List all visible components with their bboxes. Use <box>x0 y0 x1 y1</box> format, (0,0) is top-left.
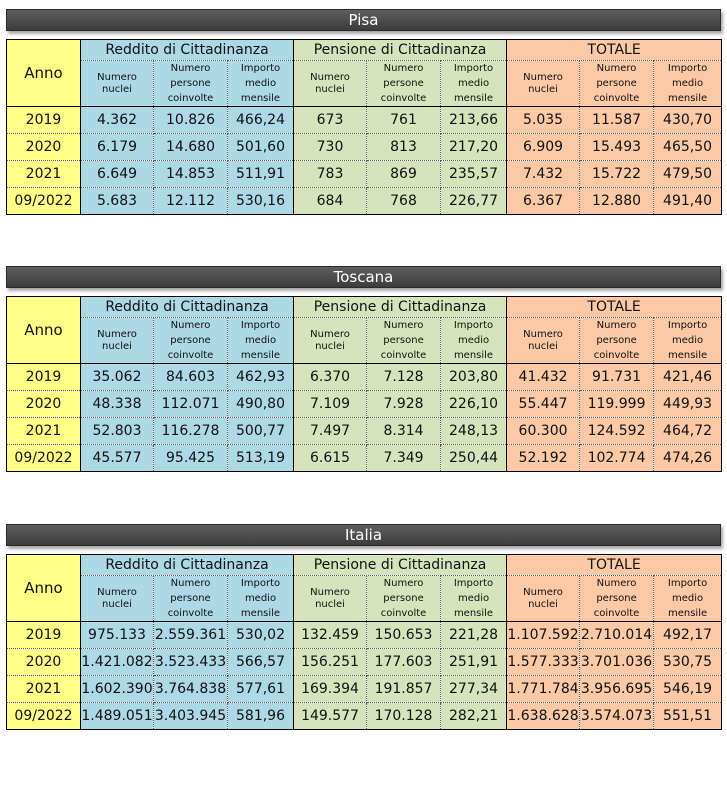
value-cell: 226,77 <box>441 188 507 215</box>
value-cell: 2.710.014 <box>580 622 654 649</box>
value-cell: 6.909 <box>507 134 580 161</box>
importo-medio-header: Importo medio mensile <box>441 61 507 107</box>
value-cell: 730 <box>294 134 367 161</box>
value-cell: 490,80 <box>228 391 294 418</box>
anno-cell: 2020 <box>7 134 81 161</box>
value-cell: 500,77 <box>228 418 294 445</box>
value-cell: 112.071 <box>154 391 228 418</box>
value-cell: 41.432 <box>507 364 580 391</box>
value-cell: 464,72 <box>654 418 722 445</box>
data-table <box>6 296 722 472</box>
value-cell: 7.928 <box>367 391 441 418</box>
value-cell: 3.574.073 <box>580 703 654 730</box>
numero-persone-header: Numero persone coinvolte <box>367 576 441 622</box>
value-cell: 491,40 <box>654 188 722 215</box>
value-cell: 84.603 <box>154 364 228 391</box>
section-title: Italia <box>6 524 721 546</box>
importo-medio-header: Importo medio mensile <box>654 318 722 364</box>
importo-medio-header: Importo medio mensile <box>654 61 722 107</box>
reddito-header: Reddito di Cittadinanza <box>81 40 294 61</box>
value-cell: 546,19 <box>654 676 722 703</box>
numero-nuclei-header: Numero nuclei <box>81 61 154 107</box>
numero-persone-header: Numero persone coinvolte <box>580 576 654 622</box>
value-cell: 3.764.838 <box>154 676 228 703</box>
value-cell: 55.447 <box>507 391 580 418</box>
value-cell: 566,57 <box>228 649 294 676</box>
table-row <box>7 134 722 161</box>
table-row <box>7 703 722 730</box>
value-cell: 783 <box>294 161 367 188</box>
value-cell: 6.367 <box>507 188 580 215</box>
value-cell: 203,80 <box>441 364 507 391</box>
value-cell: 430,70 <box>654 107 722 134</box>
value-cell: 7.432 <box>507 161 580 188</box>
value-cell: 102.774 <box>580 445 654 472</box>
value-cell: 95.425 <box>154 445 228 472</box>
numero-persone-header: Numero persone coinvolte <box>367 61 441 107</box>
value-cell: 462,93 <box>228 364 294 391</box>
value-cell: 3.523.433 <box>154 649 228 676</box>
value-cell: 11.587 <box>580 107 654 134</box>
value-cell: 1.107.592 <box>507 622 580 649</box>
value-cell: 14.680 <box>154 134 228 161</box>
value-cell: 7.349 <box>367 445 441 472</box>
importo-medio-header: Importo medio mensile <box>228 61 294 107</box>
value-cell: 12.880 <box>580 188 654 215</box>
section-title: Toscana <box>6 266 721 288</box>
pensione-header: Pensione di Cittadinanza <box>294 555 507 576</box>
value-cell: 1.771.784 <box>507 676 580 703</box>
table-row <box>7 445 722 472</box>
value-cell: 6.370 <box>294 364 367 391</box>
value-cell: 10.826 <box>154 107 228 134</box>
numero-nuclei-header: Numero nuclei <box>81 318 154 364</box>
value-cell: 6.649 <box>81 161 154 188</box>
value-cell: 813 <box>367 134 441 161</box>
value-cell: 6.615 <box>294 445 367 472</box>
value-cell: 282,21 <box>441 703 507 730</box>
table-row <box>7 418 722 445</box>
value-cell: 8.314 <box>367 418 441 445</box>
value-cell: 479,50 <box>654 161 722 188</box>
value-cell: 7.109 <box>294 391 367 418</box>
anno-cell: 2020 <box>7 649 81 676</box>
value-cell: 177.603 <box>367 649 441 676</box>
value-cell: 12.112 <box>154 188 228 215</box>
value-cell: 511,91 <box>228 161 294 188</box>
value-cell: 213,66 <box>441 107 507 134</box>
data-table <box>6 554 722 730</box>
table-row <box>7 391 722 418</box>
value-cell: 975.133 <box>81 622 154 649</box>
anno-cell: 09/2022 <box>7 188 81 215</box>
pensione-header: Pensione di Cittadinanza <box>294 297 507 318</box>
anno-cell: 2019 <box>7 622 81 649</box>
value-cell: 150.653 <box>367 622 441 649</box>
importo-medio-header: Importo medio mensile <box>654 576 722 622</box>
value-cell: 149.577 <box>294 703 367 730</box>
value-cell: 3.701.036 <box>580 649 654 676</box>
value-cell: 132.459 <box>294 622 367 649</box>
value-cell: 156.251 <box>294 649 367 676</box>
importo-medio-header: Importo medio mensile <box>228 318 294 364</box>
anno-cell: 2021 <box>7 161 81 188</box>
numero-nuclei-header: Numero nuclei <box>507 576 580 622</box>
value-cell: 6.179 <box>81 134 154 161</box>
value-cell: 684 <box>294 188 367 215</box>
value-cell: 5.683 <box>81 188 154 215</box>
anno-cell: 09/2022 <box>7 445 81 472</box>
numero-persone-header: Numero persone coinvolte <box>580 61 654 107</box>
value-cell: 4.362 <box>81 107 154 134</box>
value-cell: 235,57 <box>441 161 507 188</box>
value-cell: 421,46 <box>654 364 722 391</box>
anno-header: Anno <box>7 40 81 107</box>
section-pisa <box>6 9 721 215</box>
value-cell: 466,24 <box>228 107 294 134</box>
value-cell: 60.300 <box>507 418 580 445</box>
anno-cell: 2019 <box>7 364 81 391</box>
table-row <box>7 622 722 649</box>
value-cell: 465,50 <box>654 134 722 161</box>
value-cell: 15.493 <box>580 134 654 161</box>
numero-nuclei-header: Numero nuclei <box>294 318 367 364</box>
value-cell: 530,16 <box>228 188 294 215</box>
numero-nuclei-header: Numero nuclei <box>507 318 580 364</box>
value-cell: 277,34 <box>441 676 507 703</box>
value-cell: 1.577.333 <box>507 649 580 676</box>
value-cell: 673 <box>294 107 367 134</box>
value-cell: 169.394 <box>294 676 367 703</box>
table-row <box>7 161 722 188</box>
value-cell: 1.638.628 <box>507 703 580 730</box>
pensione-header: Pensione di Cittadinanza <box>294 40 507 61</box>
table-row <box>7 107 722 134</box>
value-cell: 119.999 <box>580 391 654 418</box>
anno-header: Anno <box>7 297 81 364</box>
value-cell: 251,91 <box>441 649 507 676</box>
importo-medio-header: Importo medio mensile <box>228 576 294 622</box>
anno-cell: 09/2022 <box>7 703 81 730</box>
totale-header: TOTALE <box>507 40 722 61</box>
value-cell: 3.956.695 <box>580 676 654 703</box>
value-cell: 7.497 <box>294 418 367 445</box>
value-cell: 869 <box>367 161 441 188</box>
value-cell: 577,61 <box>228 676 294 703</box>
value-cell: 501,60 <box>228 134 294 161</box>
value-cell: 1.489.051 <box>81 703 154 730</box>
anno-header: Anno <box>7 555 81 622</box>
value-cell: 2.559.361 <box>154 622 228 649</box>
numero-persone-header: Numero persone coinvolte <box>154 576 228 622</box>
value-cell: 48.338 <box>81 391 154 418</box>
numero-nuclei-header: Numero nuclei <box>294 61 367 107</box>
anno-cell: 2019 <box>7 107 81 134</box>
value-cell: 116.278 <box>154 418 228 445</box>
numero-nuclei-header: Numero nuclei <box>507 61 580 107</box>
value-cell: 513,19 <box>228 445 294 472</box>
numero-persone-header: Numero persone coinvolte <box>367 318 441 364</box>
totale-header: TOTALE <box>507 297 722 318</box>
section-toscana <box>6 266 721 472</box>
numero-persone-header: Numero persone coinvolte <box>154 61 228 107</box>
numero-nuclei-header: Numero nuclei <box>294 576 367 622</box>
section-italia <box>6 524 721 730</box>
value-cell: 217,20 <box>441 134 507 161</box>
value-cell: 221,28 <box>441 622 507 649</box>
table-row <box>7 188 722 215</box>
value-cell: 3.403.945 <box>154 703 228 730</box>
value-cell: 45.577 <box>81 445 154 472</box>
value-cell: 761 <box>367 107 441 134</box>
value-cell: 52.192 <box>507 445 580 472</box>
section-title: Pisa <box>6 9 721 31</box>
value-cell: 1.602.390 <box>81 676 154 703</box>
value-cell: 5.035 <box>507 107 580 134</box>
data-table <box>6 39 722 215</box>
value-cell: 15.722 <box>580 161 654 188</box>
value-cell: 768 <box>367 188 441 215</box>
table-row <box>7 649 722 676</box>
reddito-header: Reddito di Cittadinanza <box>81 555 294 576</box>
anno-cell: 2021 <box>7 676 81 703</box>
value-cell: 1.421.082 <box>81 649 154 676</box>
table-row <box>7 676 722 703</box>
value-cell: 250,44 <box>441 445 507 472</box>
value-cell: 530,75 <box>654 649 722 676</box>
numero-persone-header: Numero persone coinvolte <box>580 318 654 364</box>
value-cell: 530,02 <box>228 622 294 649</box>
reddito-header: Reddito di Cittadinanza <box>81 297 294 318</box>
value-cell: 474,26 <box>654 445 722 472</box>
anno-cell: 2020 <box>7 391 81 418</box>
value-cell: 581,96 <box>228 703 294 730</box>
importo-medio-header: Importo medio mensile <box>441 576 507 622</box>
value-cell: 248,13 <box>441 418 507 445</box>
value-cell: 35.062 <box>81 364 154 391</box>
value-cell: 492,17 <box>654 622 722 649</box>
value-cell: 7.128 <box>367 364 441 391</box>
value-cell: 449,93 <box>654 391 722 418</box>
value-cell: 14.853 <box>154 161 228 188</box>
value-cell: 191.857 <box>367 676 441 703</box>
value-cell: 91.731 <box>580 364 654 391</box>
value-cell: 124.592 <box>580 418 654 445</box>
importo-medio-header: Importo medio mensile <box>441 318 507 364</box>
totale-header: TOTALE <box>507 555 722 576</box>
value-cell: 52.803 <box>81 418 154 445</box>
numero-nuclei-header: Numero nuclei <box>81 576 154 622</box>
value-cell: 170.128 <box>367 703 441 730</box>
value-cell: 226,10 <box>441 391 507 418</box>
numero-persone-header: Numero persone coinvolte <box>154 318 228 364</box>
value-cell: 551,51 <box>654 703 722 730</box>
table-row <box>7 364 722 391</box>
anno-cell: 2021 <box>7 418 81 445</box>
